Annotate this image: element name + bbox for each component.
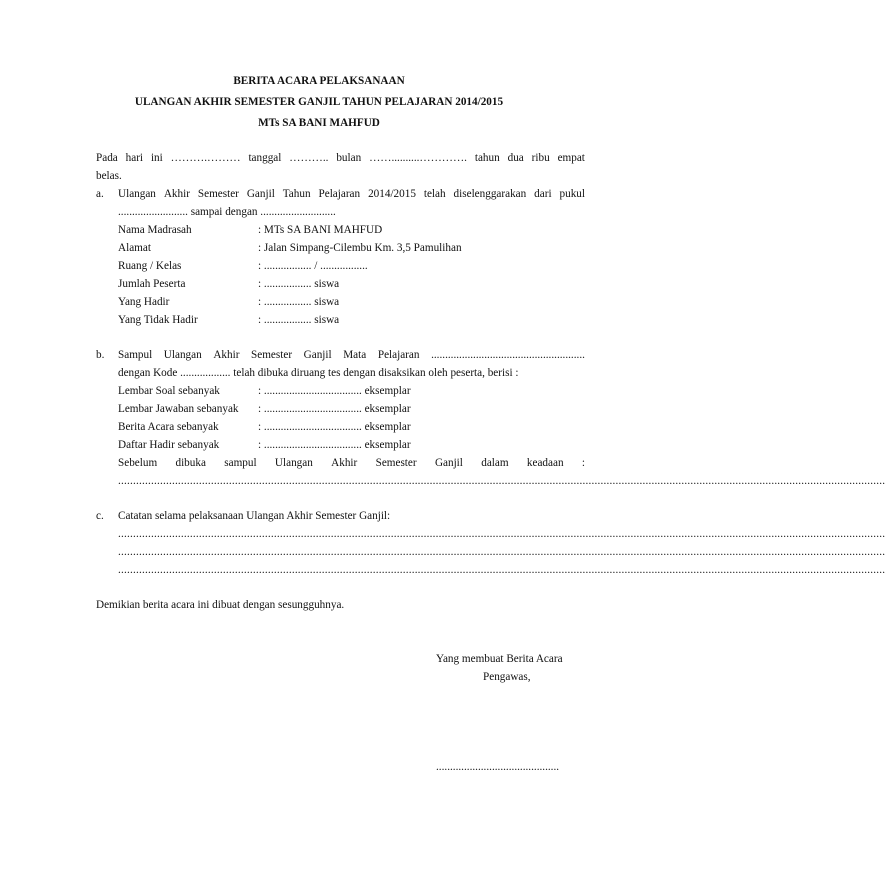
title-line-2: ULANGAN AKHIR SEMESTER GANJIL TAHUN PELAJARAN 2014/2015	[134, 96, 504, 108]
section-a-word: 2014/2015	[368, 188, 416, 200]
section-b-word: Ganjil	[303, 349, 332, 361]
field-label-lembar-jawaban: Lembar Jawaban sebanyak	[118, 403, 239, 415]
intro-blank-day: ……….………	[170, 152, 241, 164]
field-label-lembar-soal: Lembar Soal sebanyak	[118, 385, 220, 397]
section-a-word: telah	[423, 188, 446, 200]
section-b-before-word: Ulangan	[274, 457, 313, 469]
section-a-word: dari	[534, 188, 552, 200]
intro-word: hari	[125, 152, 144, 164]
section-b-before-word: :	[581, 457, 585, 469]
section-b-before-word: dibuka	[175, 457, 206, 469]
section-b-dotted-line: ................................................................................................................................................................................................................................................................	[118, 475, 885, 487]
intro-line	[96, 149, 585, 167]
field-label-alamat: Alamat	[118, 242, 151, 254]
field-value-tidak-hadir: : ................. siswa	[258, 314, 340, 326]
field-value-berita-acara: : ................................... eksemplar	[258, 421, 411, 433]
section-a-continuation: ......................... sampai dengan ...........................	[118, 206, 336, 218]
field-value-jumlah-peserta: : ................. siswa	[258, 278, 340, 290]
section-b-word: Mata	[343, 349, 367, 361]
section-b-before-word: Ganjil	[434, 457, 463, 469]
section-b-before-word: sampul	[224, 457, 257, 469]
section-a-word: Semester	[197, 188, 239, 200]
section-b-before-word: Sebelum	[118, 457, 158, 469]
intro-word: Pada	[96, 152, 118, 164]
intro-word: tahun	[474, 152, 500, 164]
section-b-blank-subject: .......................................................	[431, 349, 585, 361]
field-value-lembar-jawaban: : ................................... eksemplar	[258, 403, 411, 415]
section-a-word: pukul	[559, 188, 585, 200]
section-b-word: Semester	[251, 349, 293, 361]
signature-line: ............................................	[436, 761, 560, 773]
field-value-nama-madrasah: : MTs SA BANI MAHFUD	[258, 224, 383, 236]
intro-word: ini	[150, 152, 163, 164]
field-value-daftar-hadir: : ................................... eksemplar	[258, 439, 411, 451]
section-b-before-word: Semester	[375, 457, 417, 469]
field-label-daftar-hadir: Daftar Hadir sebanyak	[118, 439, 220, 451]
section-b-marker: b.	[96, 349, 105, 361]
intro-word: ribu	[531, 152, 550, 164]
section-a-word: Ulangan	[118, 188, 156, 200]
title-line-1: BERITA ACARA PELAKSANAAN	[233, 75, 405, 87]
field-label-nama-madrasah: Nama Madrasah	[118, 224, 192, 236]
section-b-line	[118, 346, 585, 364]
signature-role: Pengawas,	[483, 671, 531, 683]
intro-blank-month: ……..........………….	[369, 152, 467, 164]
section-b-continuation: dengan Kode .................. telah dibuka diruang tes dengan disaksikan oleh peserta, berisi :	[118, 367, 519, 379]
field-label-tidak-hadir: Yang Tidak Hadir	[118, 314, 198, 326]
field-label-berita-acara: Berita Acara sebanyak	[118, 421, 219, 433]
section-a-word: Akhir	[163, 188, 190, 200]
section-b-before-word: keadaan	[526, 457, 564, 469]
section-b-before-line	[118, 454, 585, 472]
section-b-word: Sampul	[118, 349, 153, 361]
section-b-word: Ulangan	[163, 349, 202, 361]
field-label-ruang-kelas: Ruang / Kelas	[118, 260, 182, 272]
field-value-yang-hadir: : ................. siswa	[258, 296, 340, 308]
section-b-before-word: Akhir	[331, 457, 358, 469]
section-a-word: diselenggarakan	[453, 188, 527, 200]
field-value-alamat: : Jalan Simpang-Cilembu Km. 3,5 Pamulihan	[258, 242, 462, 254]
title-line-3: MTs SA BANI MAHFUD	[258, 117, 380, 129]
section-c-dotted-line-1: ................................................................................................................................................................................................................................................................	[118, 528, 885, 540]
section-a-word: Tahun	[282, 188, 311, 200]
intro-word: bulan	[336, 152, 362, 164]
intro-word: dua	[507, 152, 524, 164]
intro-continuation: belas.	[96, 170, 122, 182]
intro-blank-date: ………..	[289, 152, 329, 164]
closing-sentence: Demikian berita acara ini dibuat dengan sesungguhnya.	[96, 599, 345, 611]
section-b-before-word: dalam	[481, 457, 509, 469]
section-b-word: Pelajaran	[377, 349, 420, 361]
section-a-marker: a.	[96, 188, 104, 200]
field-label-yang-hadir: Yang Hadir	[118, 296, 170, 308]
section-b-word: Akhir	[213, 349, 240, 361]
signature-caption: Yang membuat Berita Acara	[436, 653, 563, 665]
section-a-line	[118, 185, 585, 203]
intro-word: empat	[557, 152, 585, 164]
intro-word: tanggal	[248, 152, 282, 164]
section-c-dotted-line-2: ................................................................................................................................................................................................................................................................	[118, 546, 885, 558]
field-label-jumlah-peserta: Jumlah Peserta	[118, 278, 186, 290]
field-value-lembar-soal: : ................................... eksemplar	[258, 385, 411, 397]
section-a-word: Pelajaran	[318, 188, 361, 200]
section-a-word: Ganjil	[246, 188, 275, 200]
section-c-text: Catatan selama pelaksanaan Ulangan Akhir Semester Ganjil:	[118, 510, 391, 522]
section-c-dotted-line-3: ................................................................................................................................................................................................................................................................	[118, 564, 885, 576]
section-c-marker: c.	[96, 510, 104, 522]
field-value-ruang-kelas: : ................. / .................	[258, 260, 368, 272]
